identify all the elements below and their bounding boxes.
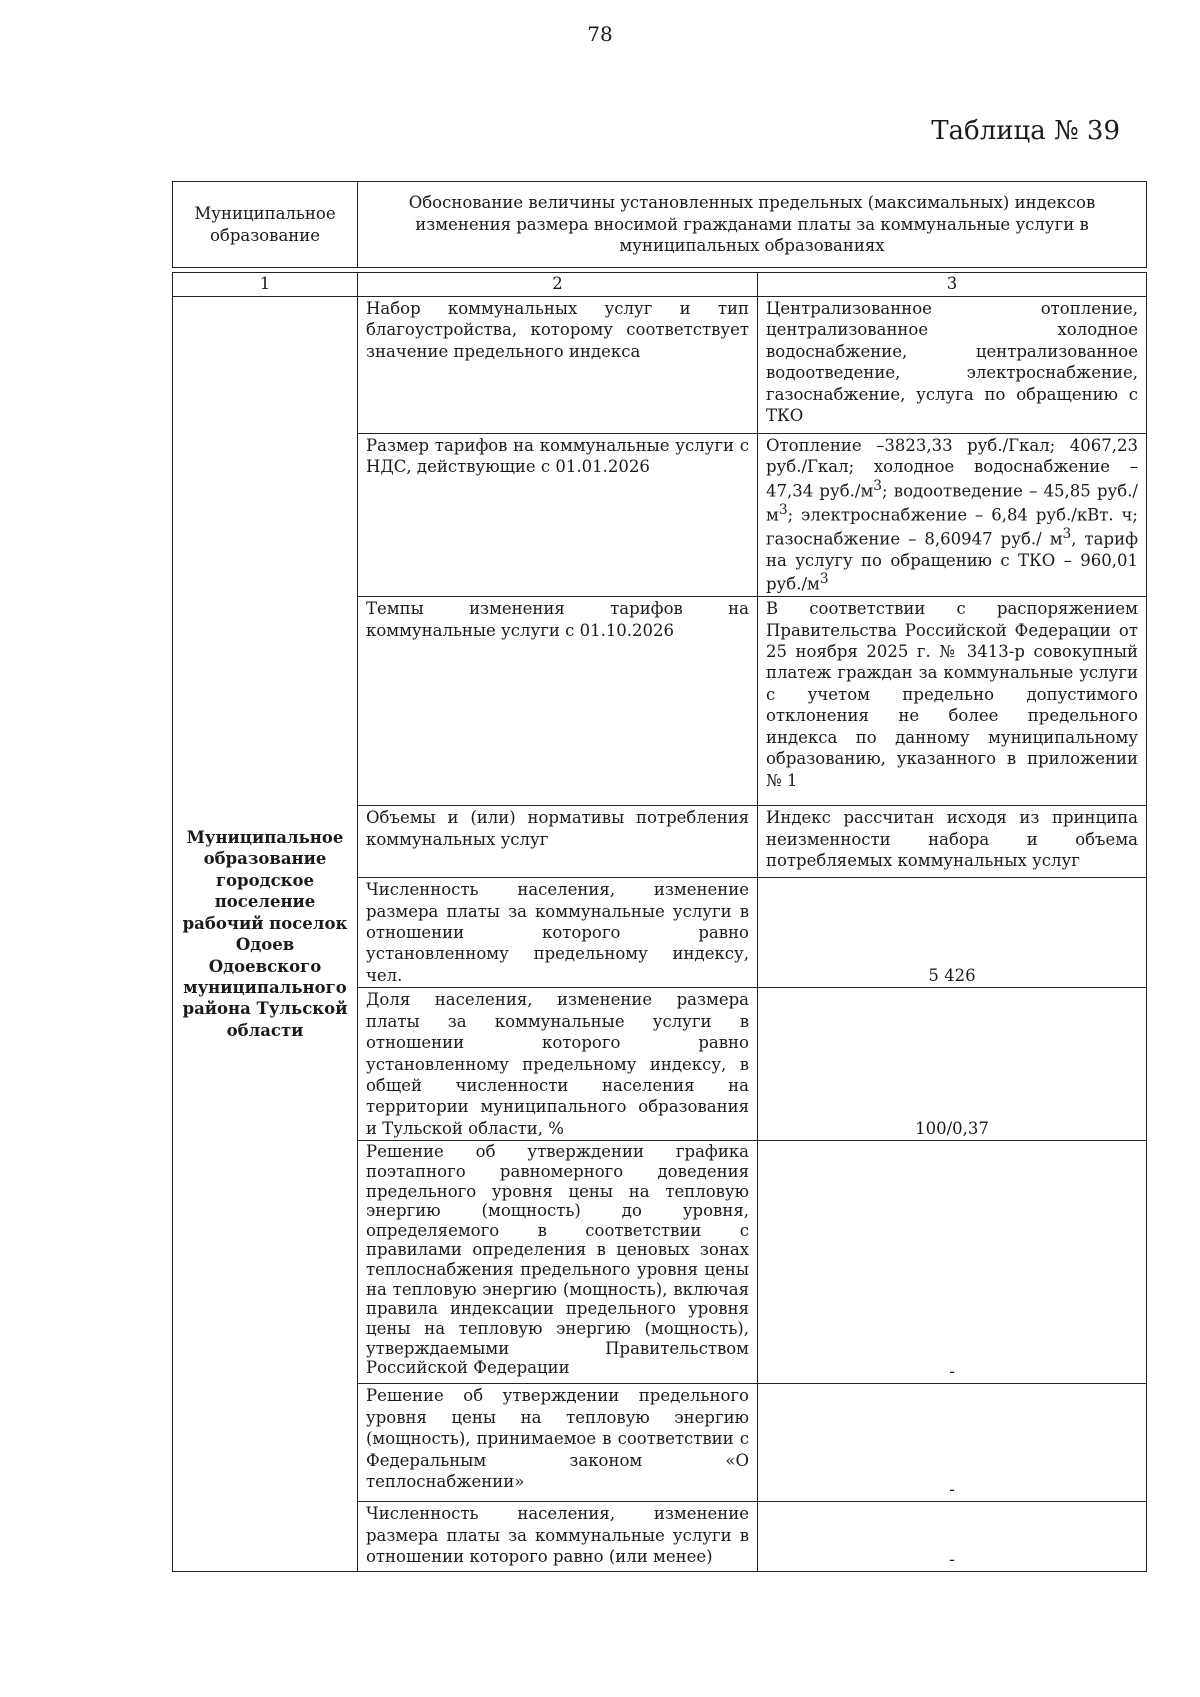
row-value: 5 426 <box>758 878 1147 988</box>
row-value: - <box>758 1502 1147 1572</box>
row-label: Решение об утверждении графика поэтапного равномерного доведения предельного уровня цены на тепловую энергию (мощность) до уровня, определяемого в соответствии с правилами определения в ценовых зонах теплоснабжения предельного уровня цены на тепловую энергию (мощность), включая правила индексации предельного уровня цены на тепловую энергию (мощность), утверждаемыми Правительством Российской Федерации <box>358 1141 758 1384</box>
tariff-text: ; водоотведение – 45,85 руб./м <box>766 481 1138 525</box>
header-table <box>172 181 1147 268</box>
tariff-text: , тариф на услугу по обращению с ТКО – 960,01 руб./м <box>766 529 1138 594</box>
header-col2: Обоснование величины установленных предельных (максимальных) индексов изменения размера вносимой гражданами платы за коммунальные услуги в муниципальных образованиях <box>358 182 1147 268</box>
row-label: Численность населения, изменение размера платы за коммунальные услуги в отношении которого равно установленному предельному индексу, чел. <box>358 878 758 988</box>
row-value: Централизованное отопление, централизованное холодное водоснабжение, централизованное водоотведение, электроснабжение, газоснабжение, услуга по обращению с ТКО <box>758 297 1147 434</box>
row-label: Решение об утверждении предельного уровня цены на тепловую энергию (мощность), принимаемое в соответствии с Федеральным законом «О теплоснабжении» <box>358 1384 758 1502</box>
header-row <box>173 182 1147 268</box>
row-value <box>758 434 1147 597</box>
superscript: 3 <box>778 501 788 518</box>
column-number-row <box>173 273 1147 297</box>
row-value: В соответствии с распоряжением Правительства Российской Федерации от 25 ноября 2025 г. № 3413-р совокупный платеж граждан за коммунальные услуги с учетом предельно допустимого отклонения не более предельного индекса по данному муниципальному образованию, указанного в приложении № 1 <box>758 597 1147 806</box>
header-col1: Муниципальное образование <box>173 182 358 268</box>
row-label: Набор коммунальных услуг и тип благоустройства, которому соответствует значение предельного индекса <box>358 297 758 434</box>
tariff-text: ; электроснабжение – 6,84 руб./кВт. ч; газоснабжение – 8,60947 руб./ м <box>766 505 1138 549</box>
column-number: 2 <box>358 273 758 297</box>
column-number: 3 <box>758 273 1147 297</box>
row-label: Доля населения, изменение размера платы за коммунальные услуги в отношении которого равно установленному предельному индексу, в общей численности населения на территории муниципального образования и Тульской области, % <box>358 988 758 1141</box>
superscript: 3 <box>873 477 883 494</box>
row-label: Темпы изменения тарифов на коммунальные услуги с 01.10.2026 <box>358 597 758 806</box>
data-table <box>172 272 1147 1572</box>
row-label: Объемы и (или) нормативы потребления коммунальных услуг <box>358 806 758 878</box>
row-value: - <box>758 1384 1147 1502</box>
table-title: Таблица № 39 <box>931 116 1120 146</box>
row-label: Численность населения, изменение размера платы за коммунальные услуги в отношении которого равно (или менее) <box>358 1502 758 1572</box>
row-label: Размер тарифов на коммунальные услуги с НДС, действующие с 01.01.2026 <box>358 434 758 597</box>
superscript: 3 <box>1062 525 1072 542</box>
superscript: 3 <box>819 571 829 588</box>
page-number: 78 <box>587 22 613 46</box>
row-value: - <box>758 1141 1147 1384</box>
column-number: 1 <box>173 273 358 297</box>
row-value: 100/0,37 <box>758 988 1147 1141</box>
row-value: Индекс рассчитан исходя из принципа неизменности набора и объема потребляемых коммунальных услуг <box>758 806 1147 878</box>
municipality-name: Муниципальное образование городское поселение рабочий поселок Одоев Одоевского муниципального района Тульской области <box>173 297 358 1572</box>
table-row <box>173 297 1147 434</box>
tariff-text: Отопление –3823,33 руб./Гкал; 4067,23 руб./Гкал; холодное водоснабжение – 47,34 руб./м <box>766 436 1138 501</box>
